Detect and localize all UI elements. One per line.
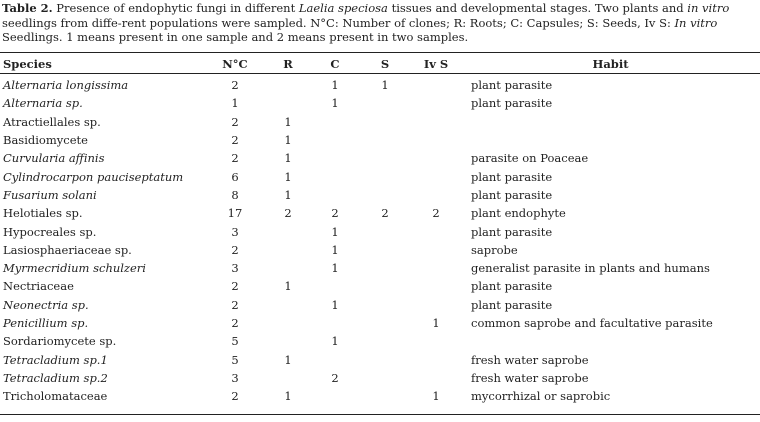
roots-cell (265, 296, 311, 314)
header-row (0, 55, 760, 74)
table-row (0, 259, 760, 277)
nc-cell: 3 (231, 370, 239, 385)
seeds-cell (359, 314, 411, 332)
capsules-cell (311, 387, 359, 405)
table-row (0, 387, 760, 405)
header-species: Species (0, 55, 205, 74)
roots-cell (265, 332, 311, 350)
habit-cell: mycorrhizal or saprobic (471, 389, 611, 404)
table-body (0, 74, 760, 406)
roots-cell (265, 74, 311, 95)
invitro-cell (411, 131, 461, 149)
caption-invitro: in vitro (687, 1, 730, 15)
capsules-cell: 1 (331, 96, 339, 111)
table-row (0, 74, 760, 95)
header-ivs: Iv S (411, 55, 461, 74)
nc-cell: 1 (231, 96, 239, 111)
capsules-cell: 1 (331, 261, 339, 276)
invitro-cell: 2 (432, 206, 440, 221)
seeds-cell (359, 296, 411, 314)
habit-cell: plant parasite (471, 279, 553, 294)
table-row (0, 241, 760, 259)
caption-text-4: Seedlings. 1 means present in one sample and 2 means present in two samples. (2, 30, 469, 44)
table-row (0, 186, 760, 204)
header-r: R (265, 55, 311, 74)
seeds-cell (359, 350, 411, 368)
nc-cell: 2 (231, 133, 239, 148)
nc-cell: 8 (231, 187, 239, 202)
fungi-table (0, 55, 760, 405)
habit-cell: fresh water saprobe (471, 370, 589, 385)
roots-cell: 1 (284, 279, 292, 294)
seeds-cell (359, 131, 411, 149)
table-row (0, 350, 760, 368)
invitro-cell: 1 (432, 389, 440, 404)
habit-cell: fresh water saprobe (471, 352, 589, 367)
habit-cell: plant endophyte (471, 206, 566, 221)
habit-cell: plant parasite (471, 224, 553, 239)
caption-species-name: Laelia speciosa (298, 1, 388, 15)
nc-cell: 5 (231, 352, 239, 367)
capsules-cell (311, 149, 359, 167)
capsules-cell: 1 (331, 224, 339, 239)
nc-cell: 2 (231, 297, 239, 312)
capsules-cell: 1 (331, 334, 339, 349)
species-cell: Alternaria longissima (3, 78, 129, 93)
caption-text-3: seedlings from diffe-rent populations were sampled. N°C: Number of clones; R: Roots; C: Capsules; S: Seeds, Iv S: (2, 15, 675, 30)
roots-cell (265, 259, 311, 277)
species-cell: Tetracladium sp.2 (3, 370, 108, 385)
capsules-cell: 1 (331, 242, 339, 257)
species-cell: Hypocreales sp. (3, 224, 97, 239)
species-cell: Cylindrocarpon pauciseptatum (3, 169, 184, 184)
caption-invitro-seedlings: In vitro (674, 15, 718, 30)
nc-cell: 2 (231, 114, 239, 129)
table-row (0, 332, 760, 350)
nc-cell: 17 (227, 206, 243, 221)
roots-cell (265, 369, 311, 387)
nc-cell: 2 (231, 242, 239, 257)
invitro-cell (411, 277, 461, 295)
seeds-cell (359, 222, 411, 240)
habit-cell (461, 113, 760, 131)
habit-cell (461, 131, 760, 149)
nc-cell: 3 (231, 224, 239, 239)
seeds-cell (359, 241, 411, 259)
nc-cell: 2 (231, 151, 239, 166)
header-s: S (359, 55, 411, 74)
species-cell: Sordariomycete sp. (3, 334, 117, 349)
nc-cell: 6 (231, 169, 239, 184)
capsules-cell: 2 (331, 206, 339, 221)
table-row (0, 222, 760, 240)
seeds-cell (359, 149, 411, 167)
species-cell: Nectriaceae (3, 279, 74, 294)
species-cell: Alternaria sp. (3, 96, 83, 111)
nc-cell: 2 (231, 279, 239, 294)
capsules-cell: 1 (331, 297, 339, 312)
capsules-cell: 1 (331, 78, 339, 93)
roots-cell: 1 (284, 133, 292, 148)
top-rule (0, 52, 760, 53)
header-c: C (311, 55, 359, 74)
seeds-cell (359, 277, 411, 295)
species-cell: Lasiosphaeriaceae sp. (3, 242, 132, 257)
roots-cell (265, 94, 311, 112)
header-nc: N°C (205, 55, 265, 74)
species-cell: Helotiales sp. (3, 206, 83, 221)
species-cell: Tricholomataceae (3, 389, 108, 404)
capsules-cell (311, 350, 359, 368)
habit-cell (461, 332, 760, 350)
table-row (0, 369, 760, 387)
habit-cell: saprobe (471, 242, 518, 257)
table-row (0, 277, 760, 295)
capsules-cell: 2 (331, 370, 339, 385)
habit-cell: plant parasite (471, 169, 553, 184)
capsules-cell (311, 113, 359, 131)
invitro-cell (411, 241, 461, 259)
roots-cell (265, 222, 311, 240)
capsules-cell (311, 167, 359, 185)
habit-cell: generalist parasite in plants and humans (471, 261, 710, 276)
roots-cell (265, 314, 311, 332)
habit-cell: common saprobe and facultative parasite (471, 316, 713, 330)
seeds-cell: 1 (381, 78, 389, 93)
table-row (0, 94, 760, 112)
invitro-cell: 1 (432, 316, 440, 330)
capsules-cell (311, 131, 359, 149)
caption-label: Table 2. (2, 1, 53, 15)
table-row (0, 314, 760, 332)
header-habit: Habit (461, 55, 760, 74)
nc-cell: 2 (231, 389, 239, 404)
roots-cell: 1 (284, 352, 292, 367)
seeds-cell: 2 (381, 206, 389, 221)
roots-cell: 1 (284, 151, 292, 166)
seeds-cell (359, 186, 411, 204)
invitro-cell (411, 350, 461, 368)
roots-cell: 2 (284, 206, 292, 221)
invitro-cell (411, 332, 461, 350)
table-caption (2, 1, 754, 45)
roots-cell: 1 (284, 389, 292, 404)
seeds-cell (359, 369, 411, 387)
species-cell: Neonectria sp. (3, 297, 89, 312)
invitro-cell (411, 369, 461, 387)
bottom-rule (0, 414, 760, 415)
nc-cell: 2 (231, 78, 239, 93)
caption-text-2: tissues and developmental stages. Two plants and (387, 1, 688, 15)
invitro-cell (411, 186, 461, 204)
invitro-cell (411, 94, 461, 112)
seeds-cell (359, 387, 411, 405)
invitro-cell (411, 74, 461, 95)
habit-cell: plant parasite (471, 96, 553, 111)
seeds-cell (359, 94, 411, 112)
nc-cell: 5 (231, 334, 239, 349)
table-row (0, 131, 760, 149)
habit-cell: plant parasite (471, 297, 553, 312)
nc-cell: 2 (231, 316, 239, 330)
table-row (0, 167, 760, 185)
table-row (0, 296, 760, 314)
habit-cell: plant parasite (471, 187, 553, 202)
roots-cell: 1 (284, 187, 292, 202)
habit-cell: plant parasite (471, 78, 553, 93)
species-cell: Fusarium solani (3, 187, 97, 202)
nc-cell: 3 (231, 261, 239, 276)
invitro-cell (411, 113, 461, 131)
invitro-cell (411, 259, 461, 277)
capsules-cell (311, 186, 359, 204)
species-cell: Atractiellales sp. (3, 114, 101, 129)
seeds-cell (359, 113, 411, 131)
seeds-cell (359, 332, 411, 350)
species-cell: Penicillium sp. (3, 316, 89, 330)
invitro-cell (411, 222, 461, 240)
species-cell: Basidiomycete (3, 133, 88, 148)
table-row (0, 113, 760, 131)
table-row (0, 204, 760, 222)
table-row (0, 149, 760, 167)
habit-cell: parasite on Poaceae (471, 151, 589, 166)
capsules-cell (311, 277, 359, 295)
capsules-cell (311, 314, 359, 332)
invitro-cell (411, 149, 461, 167)
seeds-cell (359, 259, 411, 277)
seeds-cell (359, 167, 411, 185)
species-cell: Tetracladium sp.1 (3, 352, 108, 367)
roots-cell (265, 241, 311, 259)
species-cell: Myrmecridium schulzeri (3, 261, 146, 276)
invitro-cell (411, 296, 461, 314)
caption-text-1: Presence of endophytic fungi in different (52, 1, 299, 15)
roots-cell: 1 (284, 169, 292, 184)
invitro-cell (411, 167, 461, 185)
species-cell: Curvularia affinis (3, 151, 105, 166)
roots-cell: 1 (284, 114, 292, 129)
